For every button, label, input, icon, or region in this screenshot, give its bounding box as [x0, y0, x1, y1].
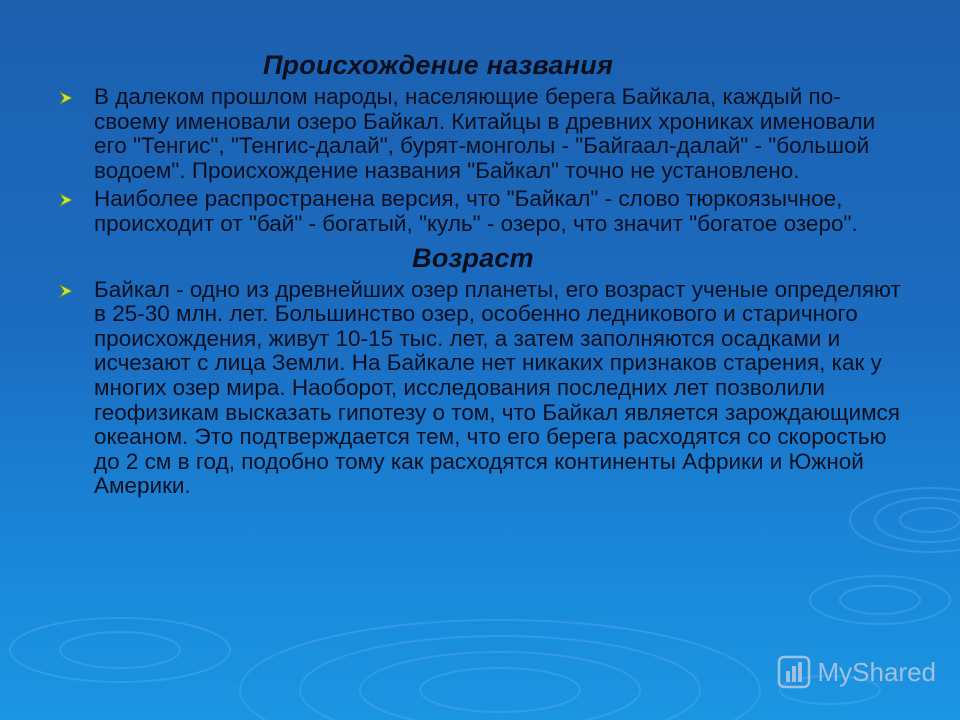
- myshared-watermark: [776, 654, 937, 690]
- myshared-logo-icon: [776, 654, 812, 690]
- slide-content: [58, 50, 908, 499]
- arrow-bullet-icon: [58, 91, 74, 105]
- arrow-bullet-icon: [58, 193, 74, 207]
- list-item: [58, 278, 908, 499]
- bullet-list-age: [58, 278, 908, 499]
- section-title-age: Возраст: [412, 242, 534, 273]
- arrow-bullet-icon: [58, 284, 74, 298]
- section-title-origin: Происхождение названия: [262, 50, 614, 80]
- bullet-text: Байкал - одно из древнейших озер планеты, его возраст ученые определяют в 25-30 млн. лет. Большинство озер, особенно ледникового и старичного происхождения, живут 10-15 тыс. лет, а затем заполняются осадками и исчезают с лица Земли. На Байкале нет никаких признаков старения, как у многих озер мира. Наоборот, исследования последних лет позволили геофизикам высказать гипотезу о том, что Байкал является зарождающимся океаном. Это подтверждается тем, что его берега расходятся со скоростью до 2 см в год, подобно тому как расходятся континенты Африки и Южной Америки.: [94, 276, 901, 499]
- list-item: [58, 85, 908, 183]
- bullet-text: Наиболее распространена версия, что "Байкал" - слово тюркоязычное, происходит от "бай" - богатый, "куль" - озеро, что значит "богатое озеро".: [94, 186, 858, 236]
- list-item: [58, 187, 908, 236]
- bullet-text: В далеком прошлом народы, населяющие берега Байкала, каждый по-своему именовали озеро Байкал. Китайцы в древних хрониках именовали его "Тенгис", "Тенгис-далай", бурят-монголы - "Байгаал-далай" - "большой водоем". Происхождение названия "Байкал" точно не установлено.: [94, 84, 876, 183]
- watermark-text: MyShared: [817, 656, 936, 687]
- bullet-list-origin: [58, 85, 908, 237]
